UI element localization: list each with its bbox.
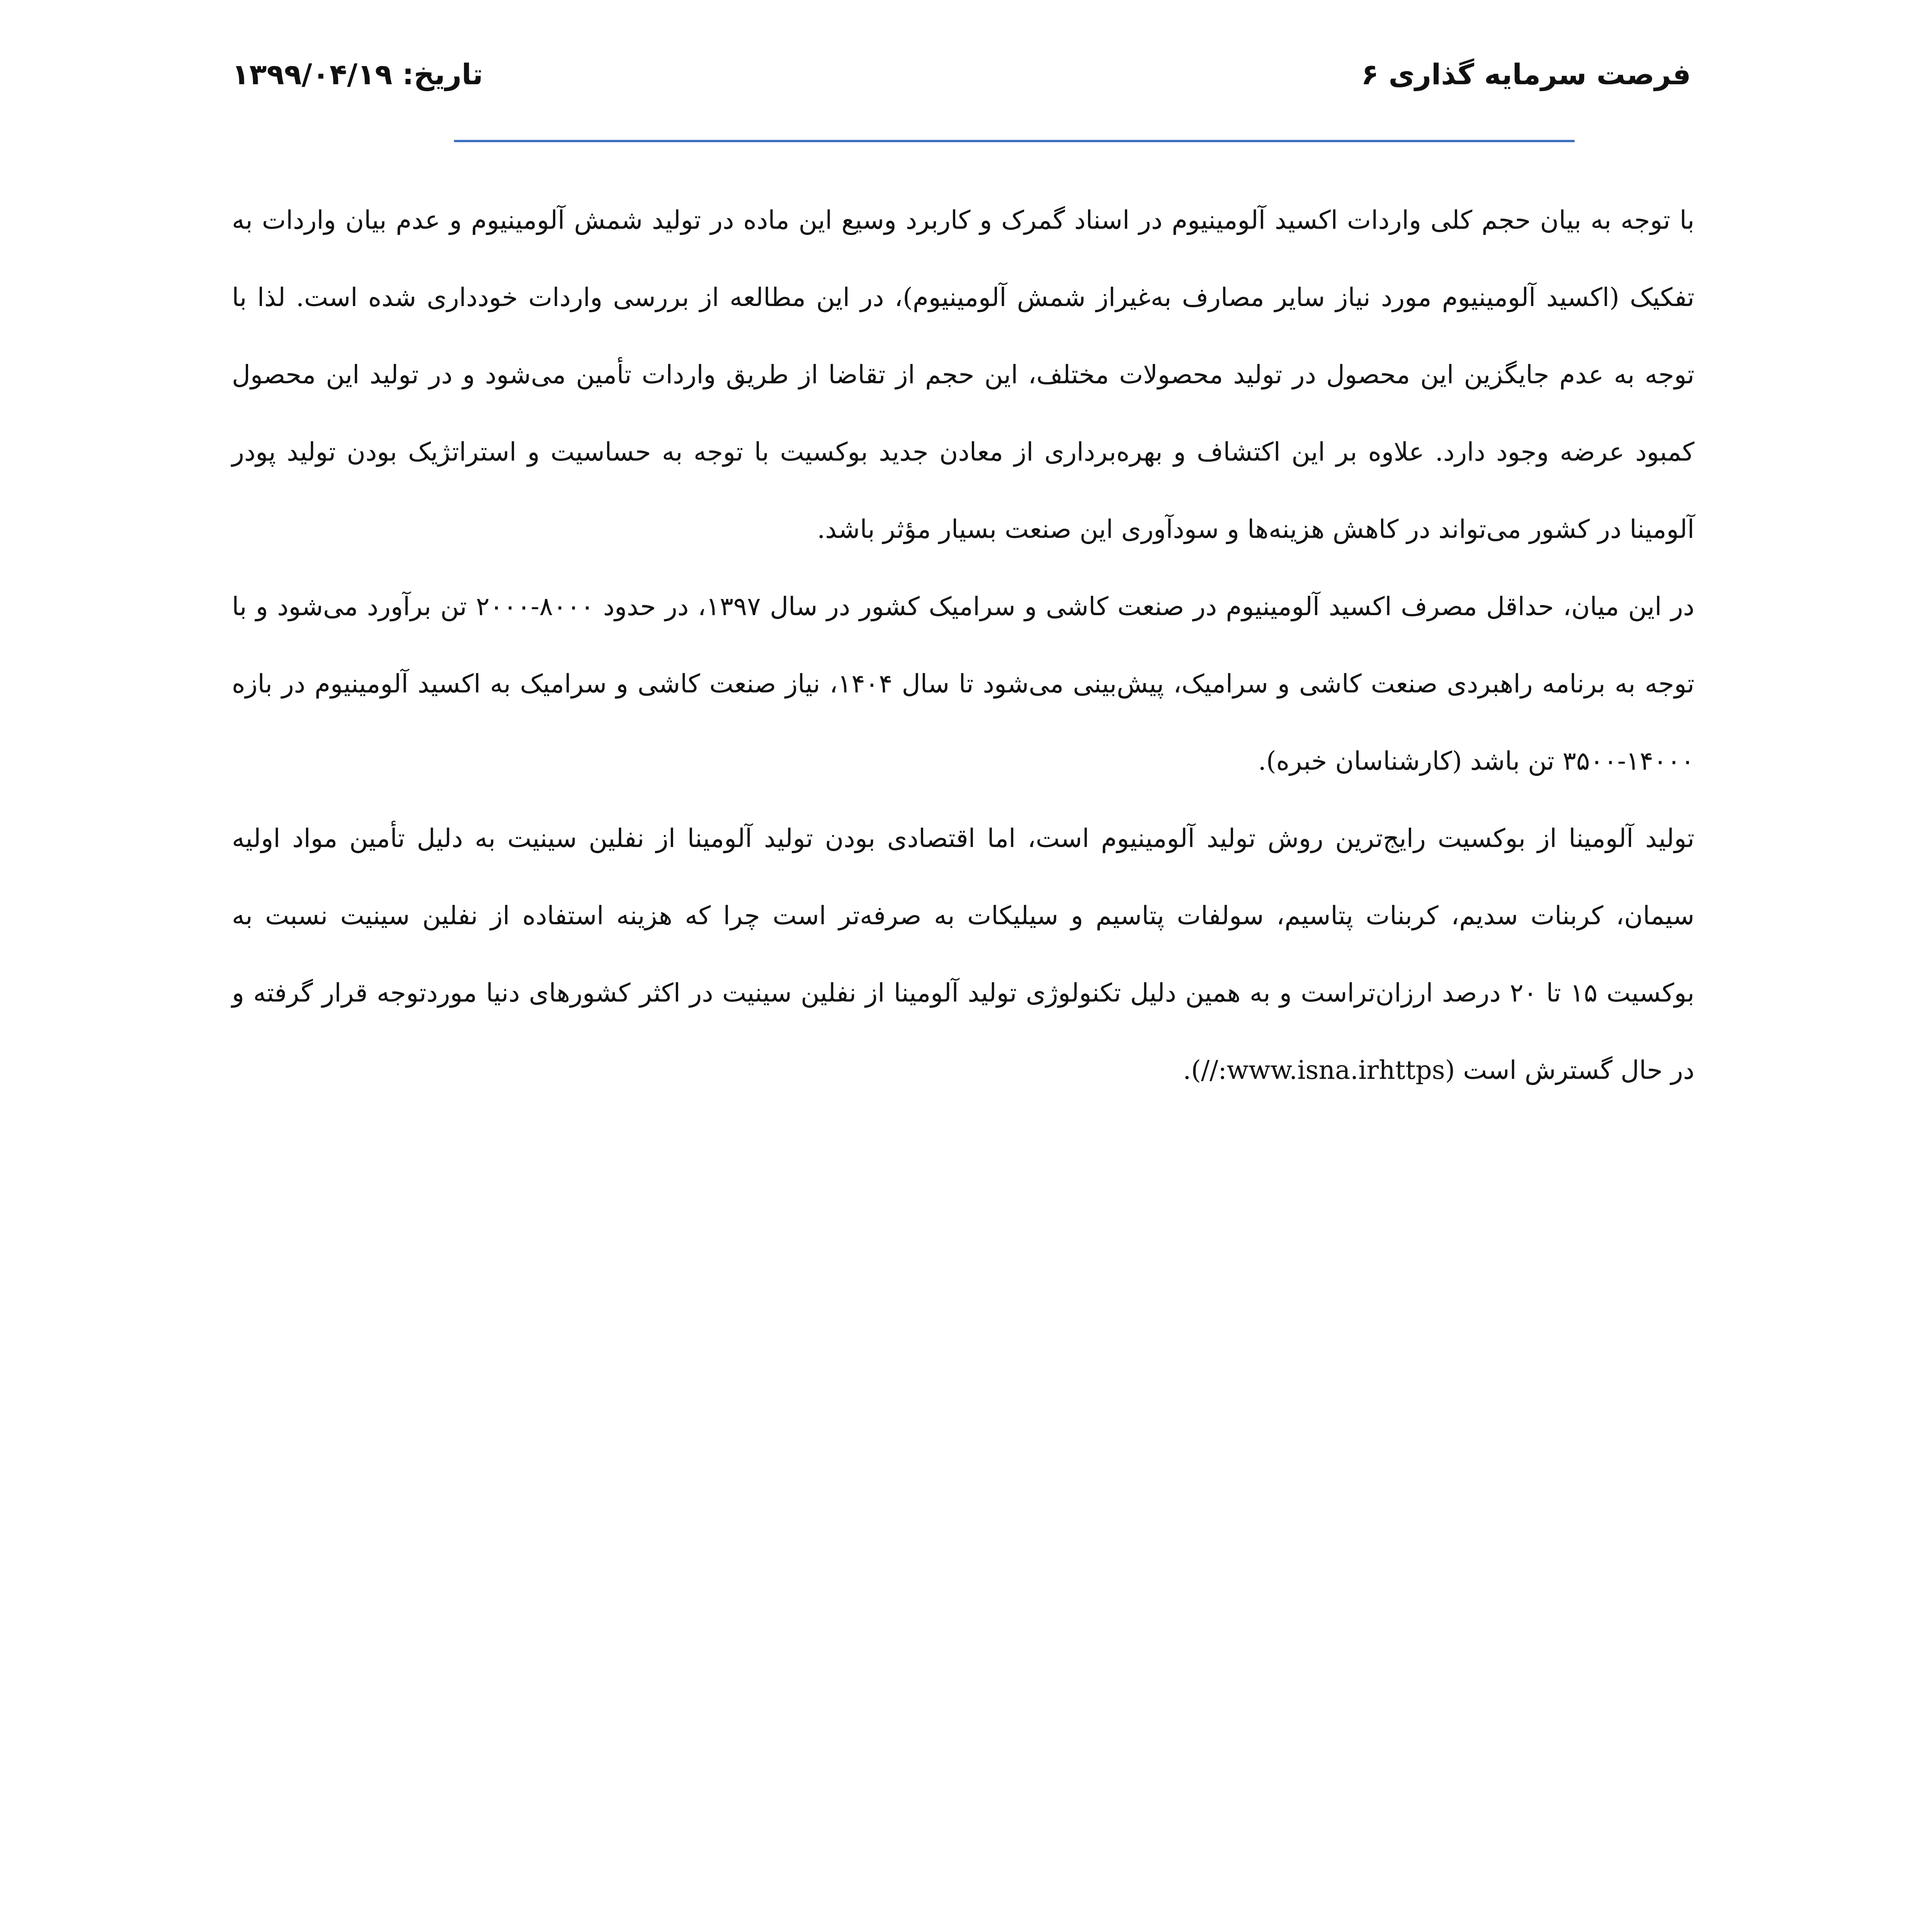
body-text	[232, 182, 1694, 1109]
paragraph-1: با توجه به بیان حجم کلی واردات اکسید آلومینیوم در اسناد گمرک و کاربرد وسیع این ماده در تولید شمش آلومینیوم و عدم بیان واردات به تفکیک (اکسید آلومینیوم مورد نیاز سایر مصارف به‌غیراز شمش آلومینیوم)، در این مطالعه از بررسی واردات خودداری شده است. لذا با توجه به عدم جایگزین این محصول در تولید محصولات مختلف، این حجم از تقاضا از طریق واردات تأمین می‌شود و در تولید این محصول کمبود عرضه وجود دارد. علاوه بر این اکتشاف و بهره‌برداری از معادن جدید بوکسیت با توجه به حساسیت و استراتژیک بودن تولید پودر آلومینا در کشور می‌تواند در کاهش هزینه‌ها و سودآوری این صنعت بسیار مؤثر باشد.	[232, 205, 1694, 544]
document-title: فرصت سرمایه گذاری ۶	[1361, 58, 1691, 91]
header-divider	[454, 140, 1575, 142]
paragraph-3: تولید آلومینا از بوکسیت رایج‌ترین روش تولید آلومینیوم است، اما اقتصادی بودن تولید آلومینا از نفلین سینیت به دلیل تأمین مواد اولیه سیمان، کربنات سدیم، کربنات پتاسیم، سولفات پتاسیم و سیلیکات به صرفه‌تر است چرا که هزینه استفاده از نفلین سینیت نسبت به بوکسیت ۱۵ تا ۲۰ درصد ارزان‌تراست و به همین دلیل تکنولوژی تولید آلومینا از نفلین سینیت در اکثر کشورهای دنیا موردتوجه قرار گرفته و در حال گسترش است (www.isna.irhttps://).	[232, 823, 1695, 1085]
document-date: تاریخ: ۱۳۹۹/۰۴/۱۹	[232, 58, 483, 91]
paragraph-2: در این میان، حداقل مصرف اکسید آلومینیوم در صنعت کاشی و سرامیک کشور در سال ۱۳۹۷، در حدود ۸۰۰۰-۲۰۰۰ تن برآورد می‌شود و با توجه به برنامه راهبردی صنعت کاشی و سرامیک، پیش‌بینی می‌شود تا سال ۱۴۰۴، نیاز صنعت کاشی و سرامیک به اکسید آلومینیوم در بازه ۱۴۰۰۰-۳۵۰۰ تن باشد (کارشناسان خبره).	[232, 592, 1695, 776]
